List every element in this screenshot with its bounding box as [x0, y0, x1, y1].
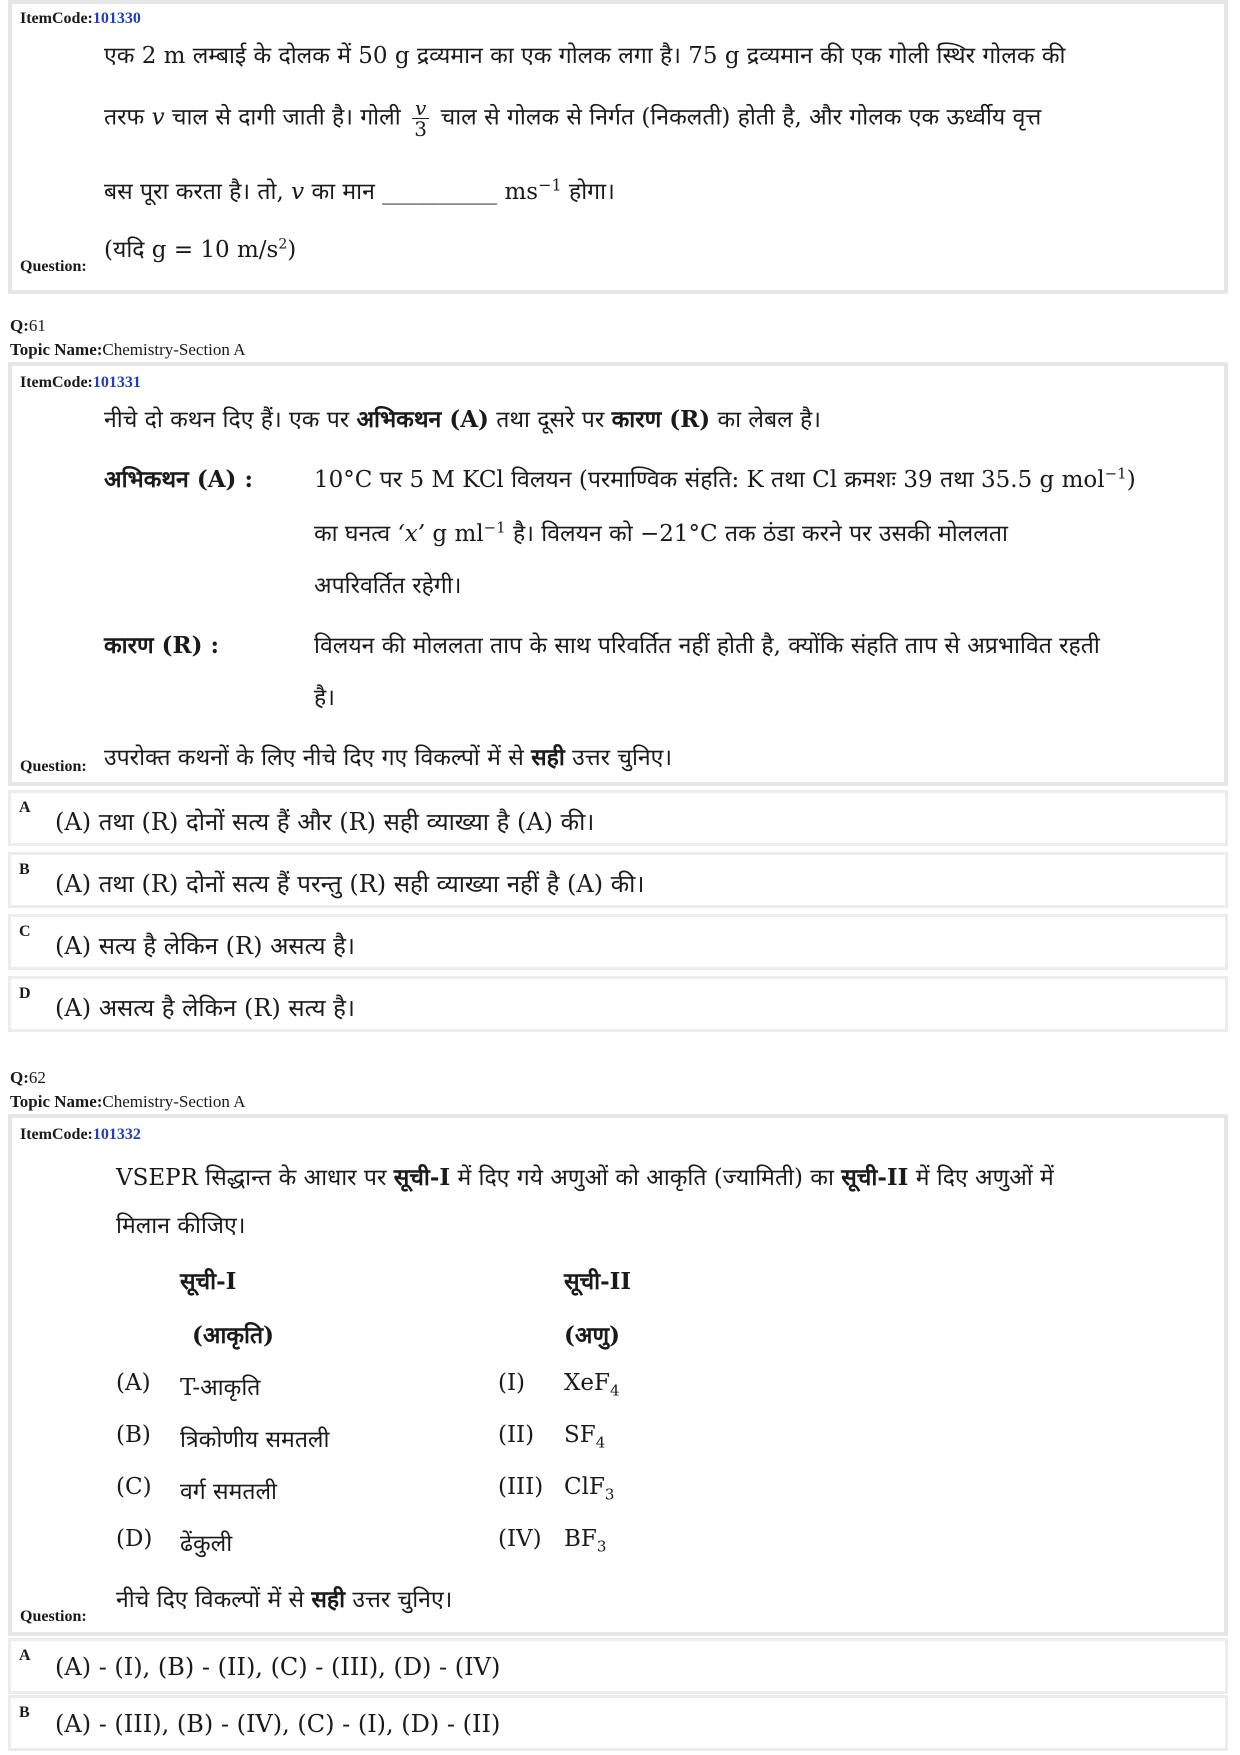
- list2-row-label: (III): [498, 1474, 544, 1500]
- list1-title: सूची-I: [180, 1268, 237, 1295]
- list1-row-label: (A): [116, 1370, 151, 1396]
- q60-line2: तरफ v चाल से दागी जाती है। गोली $\frac{v}{3}$ चाल से गोलक से निर्गत (निकलती) होती है, और गोलक एक ऊर्ध्वीय वृत्त: [104, 96, 1042, 141]
- assertion-label: अभिकथन (A) :: [104, 466, 253, 493]
- list1-row-label: (B): [116, 1422, 151, 1448]
- question-label: Question:: [20, 758, 87, 775]
- option-d[interactable]: D (A) असत्य है लेकिन (R) सत्य है।: [8, 976, 1228, 1032]
- fraction-v-over-3: $\frac{v}{3}$: [412, 98, 429, 139]
- question-box-q61: [8, 362, 1228, 786]
- item-code-value: 101330: [92, 10, 141, 27]
- question-label: Question:: [20, 1608, 87, 1625]
- list2-subtitle: (अणु): [564, 1322, 620, 1349]
- question-number: Q:61: [10, 316, 46, 335]
- molecule-xef4: XeF$_4$: [564, 1370, 620, 1400]
- option-a[interactable]: A (A) तथा (R) दोनों सत्य हैं और (R) सही व्याख्या है (A) की।: [8, 790, 1228, 846]
- item-code: ItemCode:101330: [20, 10, 141, 27]
- q62-intro-line2: मिलान कीजिए।: [116, 1213, 246, 1239]
- option-text: (A) असत्य है लेकिन (R) सत्य है।: [55, 994, 355, 1022]
- q62-intro-line1: VSEPR सिद्धान्त के आधार पर सूची-I में दिए गये अणुओं को आकृति (ज्यामिती) का सूची-II में दिए अणुओं में: [116, 1164, 1054, 1191]
- reason-label: कारण (R) :: [104, 632, 220, 659]
- q61-intro: नीचे दो कथन दिए हैं। एक पर अभिकथन (A) तथा दूसरे पर कारण (R) का लेबल है।: [104, 406, 821, 433]
- assertion-line2: का घनत्व ‘x’ g $ml^{-1}$ है। विलयन को −21°C तक ठंडा करने पर उसकी मोललता: [314, 518, 1008, 547]
- option-a[interactable]: A (A) - (I), (B) - (II), (C) - (III), (D) - (IV): [8, 1638, 1228, 1694]
- option-text: (A) - (I), (B) - (II), (C) - (III), (D) - (IV): [55, 1653, 501, 1681]
- item-code: ItemCode:101332: [20, 1126, 141, 1143]
- option-c[interactable]: C (A) सत्य है लेकिन (R) असत्य है।: [8, 914, 1228, 970]
- shape-square-planar: वर्ग समतली: [180, 1479, 278, 1505]
- q60-line3: बस पूरा करता है। तो, v का मान __________ $ms^{-1}$ होगा।: [104, 175, 615, 205]
- reason-line2: है।: [314, 685, 335, 711]
- q60-line4: (यदि g = 10 $m/s^2$): [104, 236, 297, 263]
- list2-row-label: (II): [498, 1422, 535, 1448]
- option-b[interactable]: B (A) तथा (R) दोनों सत्य हैं परन्तु (R) सही व्याख्या नहीं है (A) की।: [8, 852, 1228, 908]
- q61-select-prompt: उपरोक्त कथनों के लिए नीचे दिए गए विकल्पों में से सही उत्तर चुनिए।: [104, 744, 673, 771]
- topic-name: Topic Name:Chemistry-Section A: [10, 1092, 246, 1111]
- reason-line1: विलयन की मोललता ताप के साथ परिवर्तित नहीं होती है, क्योंकि संहति ताप से अप्रभावित रहती: [314, 633, 1100, 659]
- option-text: (A) तथा (R) दोनों सत्य हैं और (R) सही व्याख्या है (A) की।: [55, 808, 595, 836]
- option-text: (A) सत्य है लेकिन (R) असत्य है।: [55, 932, 355, 960]
- list1-row-label: (C): [116, 1474, 152, 1500]
- option-b[interactable]: B (A) - (III), (B) - (IV), (C) - (I), (D) - (II): [8, 1695, 1228, 1751]
- q62-select-prompt: नीचे दिए विकल्पों में से सही उत्तर चुनिए।: [116, 1586, 453, 1613]
- q60-line1: एक 2 m लम्बाई के दोलक में 50 g द्रव्यमान का एक गोलक लगा है। 75 g द्रव्यमान की एक गोली स्थिर गोलक की: [104, 43, 1066, 69]
- item-code-value: 101332: [92, 1126, 141, 1143]
- molecule-bf3: $BF_3$: [564, 1526, 607, 1556]
- assertion-line1: 10°C पर 5 M KCl विलयन (परमाण्विक संहति: K तथा Cl क्रमशः 39 तथा 35.5 g mol$^{-1}$): [314, 464, 1136, 493]
- topic-name: Topic Name:Chemistry-Section A: [10, 340, 246, 359]
- list2-row-label: (I): [498, 1370, 526, 1396]
- question-box-q62: [8, 1114, 1228, 1636]
- question-label: Question:: [20, 258, 87, 275]
- list1-row-label: (D): [116, 1526, 153, 1552]
- question-number: Q:62: [10, 1068, 46, 1087]
- item-code: ItemCode:101331: [20, 374, 141, 391]
- list2-row-label: (IV): [498, 1526, 542, 1552]
- option-text: (A) - (III), (B) - (IV), (C) - (I), (D) - (II): [55, 1710, 501, 1738]
- molecule-clf3: ClF$_3$: [564, 1474, 615, 1504]
- shape-trigonal-planar: त्रिकोणीय समतली: [180, 1427, 330, 1453]
- shape-see-saw: ढेंकुली: [180, 1531, 233, 1557]
- molecule-sf4: $SF_4$: [564, 1422, 606, 1452]
- question-box-q60: [8, 0, 1228, 294]
- assertion-line3: अपरिवर्तित रहेगी।: [314, 573, 462, 599]
- list2-title: सूची-II: [564, 1268, 632, 1295]
- item-code-value: 101331: [92, 374, 141, 391]
- option-text: (A) तथा (R) दोनों सत्य हैं परन्तु (R) सही व्याख्या नहीं है (A) की।: [55, 870, 645, 898]
- shape-t-shaped: T-आकृति: [180, 1375, 261, 1401]
- list1-subtitle: (आकृति): [192, 1322, 275, 1349]
